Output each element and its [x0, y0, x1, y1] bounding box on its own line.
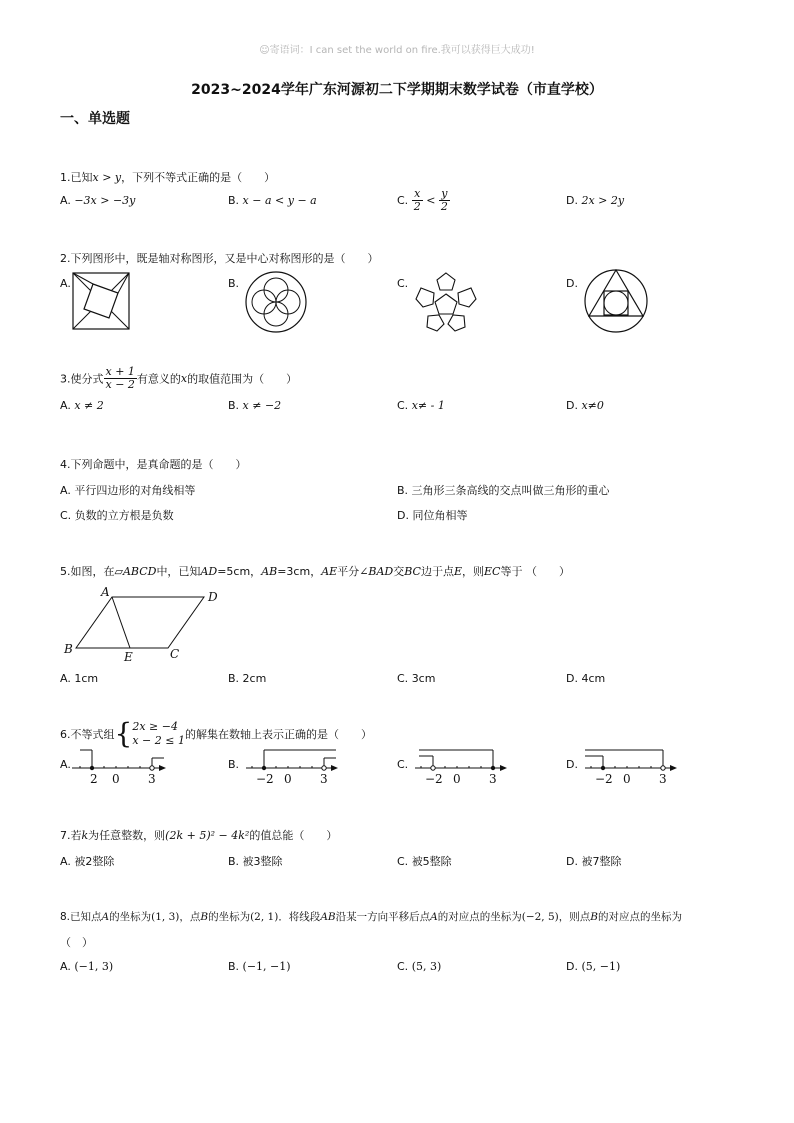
- tick-label: 2: [90, 772, 98, 786]
- tick-label: 3: [148, 772, 156, 786]
- question-5-option-c[interactable]: C. 3cm: [397, 672, 436, 685]
- question-3-stem: 3.使分式 $\frac{x + 1}{x - 2}$ 有意义的x的取值范围为（ ）: [60, 365, 298, 391]
- question-3-option-d[interactable]: D. x≠0: [566, 399, 604, 412]
- question-1-option-d[interactable]: D. 2x > 2y: [566, 194, 625, 207]
- question-8-option-d[interactable]: D. (5, −1): [566, 960, 621, 973]
- number-line-d: [577, 746, 687, 788]
- tick-label: −2: [256, 772, 274, 786]
- question-7-option-d[interactable]: D. 被7整除: [566, 855, 622, 868]
- tick-label: 3: [659, 772, 667, 786]
- question-5-stem: 5.如图，在▱ABCD中，已知AD=5cm，AB=3cm，AE平分∠BAD交BC边于点E，则EC等于 （ ）: [60, 565, 570, 578]
- tick-label: 0: [284, 772, 292, 786]
- tick-label: 0: [623, 772, 631, 786]
- square-pinwheel-figure-icon: [72, 272, 132, 332]
- number-line-a: [70, 746, 170, 788]
- question-6-option-a-label[interactable]: A.: [60, 758, 71, 771]
- question-4-option-b[interactable]: B. 三角形三条高线的交点叫做三角形的重心: [397, 484, 610, 497]
- question-4-stem: 4.下列命题中，是真命题的是（ ）: [60, 458, 247, 471]
- vertex-b-label: B: [64, 642, 73, 656]
- question-6-option-c-label[interactable]: C.: [397, 758, 409, 771]
- question-8-stem-line2: （ ）: [60, 936, 93, 949]
- tick-label: 3: [320, 772, 328, 786]
- question-4-option-a[interactable]: A. 平行四边形的对角线相等: [60, 484, 196, 497]
- question-4-option-c[interactable]: C. 负数的立方根是负数: [60, 509, 174, 522]
- question-6-option-b-label[interactable]: B.: [228, 758, 240, 771]
- number-line-b: [238, 746, 348, 788]
- question-2-option-a-label[interactable]: A.: [60, 277, 71, 290]
- motto: ☺寄语词：I can set the world on fire.我可以获得巨大成功!: [259, 45, 535, 56]
- vertex-c-label: C: [170, 647, 180, 661]
- question-7-option-b[interactable]: B. 被3整除: [228, 855, 283, 868]
- circle-triangle-square-figure-icon: [583, 268, 649, 334]
- question-8-option-b[interactable]: B. (−1, −1): [228, 960, 291, 973]
- section-title: 一、单选题: [60, 111, 130, 127]
- vertex-e-label: E: [124, 650, 133, 664]
- tick-label: 3: [489, 772, 497, 786]
- question-5-option-d[interactable]: D. 4cm: [566, 672, 606, 685]
- question-5-option-b[interactable]: B. 2cm: [228, 672, 267, 685]
- question-3-option-c[interactable]: C. x≠ - 1: [397, 399, 445, 412]
- question-2-stem: 2.下列图形中，既是轴对称图形，又是中心对称图形的是（ ）: [60, 252, 379, 265]
- tick-label: −2: [595, 772, 613, 786]
- question-3-option-b[interactable]: B. x ≠ −2: [228, 399, 282, 412]
- question-1-option-a[interactable]: A. −3x > −3y: [60, 194, 136, 207]
- tick-label: −2: [425, 772, 443, 786]
- parallelogram-figure: [60, 585, 230, 665]
- question-8-option-c[interactable]: C. (5, 3): [397, 960, 442, 973]
- question-1-option-b[interactable]: B. x − a < y − a: [228, 194, 317, 207]
- question-6-stem: 6.不等式组{ 2x ≥ −4 x − 2 ≤ 1 的解集在数轴上表示正确的是（ ）: [60, 717, 372, 750]
- pentagon-ring-figure-icon: [414, 272, 478, 332]
- vertex-d-label: D: [208, 590, 218, 604]
- question-3-option-a[interactable]: A. x ≠ 2: [60, 399, 104, 412]
- question-2-option-d-label[interactable]: D.: [566, 277, 578, 290]
- question-2-option-c-label[interactable]: C.: [397, 277, 409, 290]
- question-2-option-b-label[interactable]: B.: [228, 277, 240, 290]
- question-7-stem: 7.若k为任意整数，则(2k + 5)² − 4k²的值总能（ ）: [60, 829, 338, 842]
- question-8-stem: 8.已知点A的坐标为(1, 3)，点B的坐标为(2, 1)．将线段AB沿某一方向平移后点A的对应点的坐标为(−2, 5)，则点B的对应点的坐标为: [60, 911, 682, 923]
- page-title: 2023~2024学年广东河源初二下学期期末数学试卷（市直学校）: [191, 82, 603, 98]
- number-line-c: [407, 746, 517, 788]
- question-5-option-a[interactable]: A. 1cm: [60, 672, 99, 685]
- question-7-option-c[interactable]: C. 被5整除: [397, 855, 452, 868]
- vertex-a-label: A: [101, 585, 110, 599]
- question-1-stem: 1.已知x > y，下列不等式正确的是（ ）: [60, 171, 276, 184]
- tick-label: 0: [453, 772, 461, 786]
- tick-label: 0: [112, 772, 120, 786]
- question-6-option-d-label[interactable]: D.: [566, 758, 578, 771]
- question-8-option-a[interactable]: A. (−1, 3): [60, 960, 114, 973]
- system-brace: {: [114, 717, 133, 750]
- question-7-option-a[interactable]: A. 被2整除: [60, 855, 115, 868]
- question-4-option-d[interactable]: D. 同位角相等: [397, 509, 468, 522]
- question-1-option-c[interactable]: C. $\frac{x}{2}$ < $\frac{y}{2}$: [397, 187, 448, 213]
- circle-flower-figure-icon: [244, 270, 308, 334]
